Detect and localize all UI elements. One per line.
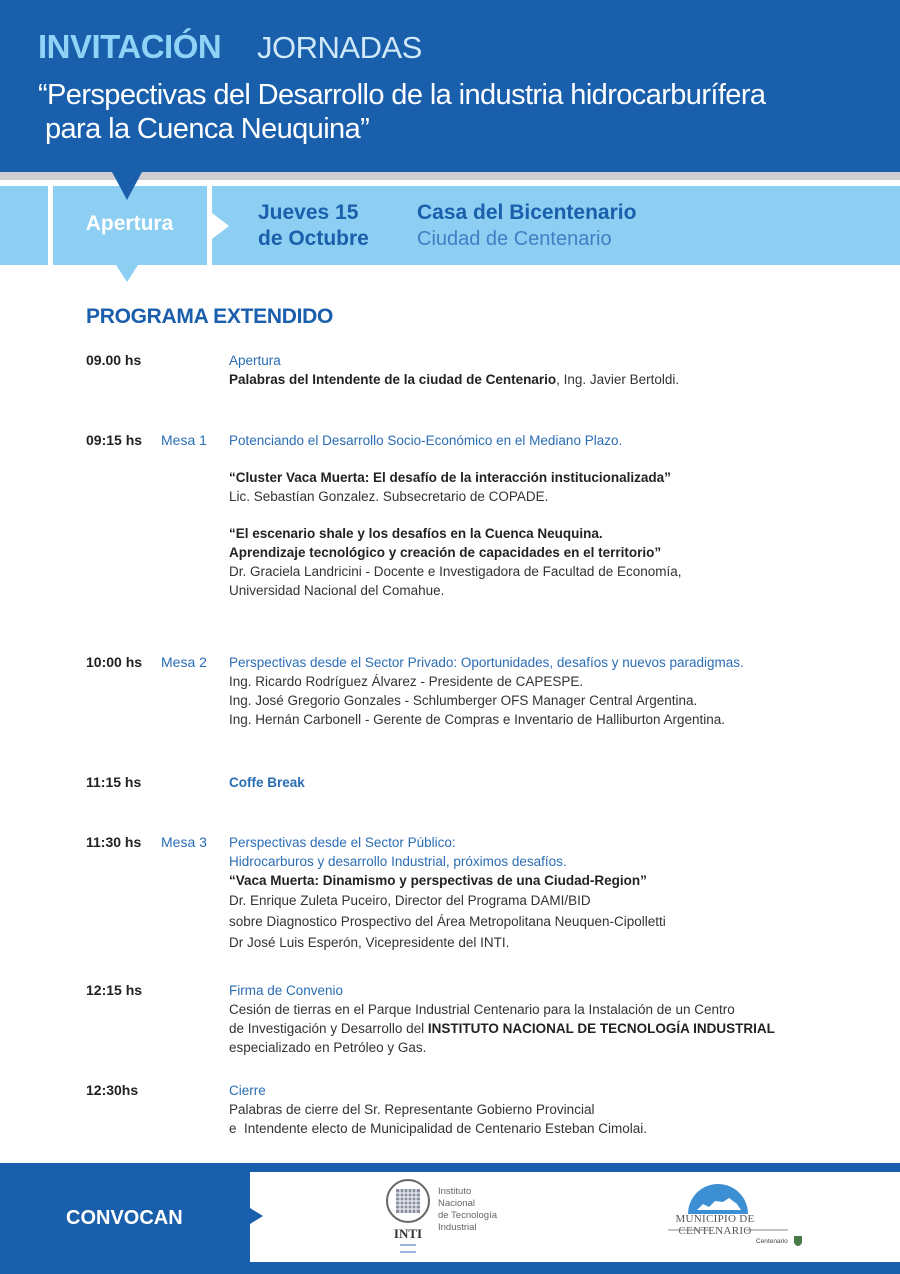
speaker-line: Dr. Enrique Zuleta Puceiro, Director del Programa DAMI/BID [229,893,591,908]
event-title [38,78,765,146]
speaker-line: Ing. José Gregorio Gonzales - Schlumberger OFS Manager Central Argentina. [229,693,698,708]
talk-title: “El escenario shale y los desafíos en la Cuenca Neuquina. [229,526,603,541]
item-time: 09:15 hs [86,432,143,448]
program-item [229,653,744,729]
item-time: 09.00 hs [86,352,142,368]
program-title: PROGRAMA EXTENDIDO [86,305,334,328]
pointer-right-icon [250,1208,263,1224]
event-date-line2: de Octubre [258,227,369,250]
item-heading: Apertura [229,353,281,368]
talk-speaker: Universidad Nacional del Comahue. [229,583,445,598]
event-title-line1: “Perspectivas del Desarrollo de la industria hidrocarburífera [38,79,766,111]
item-mesa: Mesa 1 [161,432,207,448]
item-heading: Perspectivas desde el Sector Público: [229,835,456,850]
item-line-start: de Investigación y Desarrollo del [229,1021,428,1036]
talk-speaker: Dr. Graciela Landricini - Docente e Investigadora de Facultad de Economía, [229,564,682,579]
item-time: 11:30 hs [86,834,142,850]
talk-speaker: Lic. Sebastían Gonzalez. Subsecretario de COPADE. [229,489,549,504]
header-banner [0,0,900,172]
talk-title: “Cluster Vaca Muerta: El desafío de la interacción institucionalizada” [229,470,671,485]
program-item [229,773,305,792]
talk-title: Aprendizaje tecnológico y creación de capacidades en el territorio” [229,545,662,560]
item-time: 12:30hs [86,1082,139,1098]
inti-name-line: Nacional [438,1198,475,1209]
pointer-down-icon [112,172,142,200]
inti-lines-icon [400,1243,416,1255]
inti-name-line: de Tecnología [438,1210,497,1221]
crest-icon [793,1235,803,1249]
item-time: 11:15 hs [86,774,142,790]
inti-logo-icon [385,1178,431,1224]
program-item [229,431,682,600]
item-heading: Hidrocarburos y desarrollo Industrial, próximos desafíos. [229,854,567,869]
program-item [229,1081,647,1138]
event-date [258,200,369,252]
municipio-name: MUNICIPIO DE CENTENARIO [675,1213,755,1237]
item-heading: Perspectivas desde el Sector Privado: Oportunidades, desafíos y nuevos paradigmas. [229,655,744,670]
municipio-logo-icon [683,1180,753,1214]
item-time: 10:00 hs [86,654,143,670]
event-venue: Casa del Bicentenario [417,201,637,224]
item-line [229,1019,775,1038]
item-heading: Cierre [229,1083,266,1098]
inti-name-line: Instituto [438,1186,472,1197]
program-item [229,351,679,389]
municipio-rule-icon [668,1227,788,1233]
pointer-right-icon [212,213,229,239]
item-line: especializado en Petróleo y Gas. [229,1040,427,1055]
item-line: e Intendente electo de Municipalidad de Centenario Esteban Cimolai. [229,1121,648,1136]
band-label: Apertura [85,212,174,235]
speaker-line: Ing. Ricardo Rodríguez Álvarez - Presidente de CAPESPE. [229,674,584,689]
program-item [229,981,775,1057]
item-mesa: Mesa 3 [161,834,207,850]
item-time: 12:15 hs [86,982,143,998]
item-heading: Potenciando el Desarrollo Socio-Económico en el Mediano Plazo. [229,433,623,448]
item-line: Cesión de tierras en el Parque Industrial Centenario para la Instalación de un Centro [229,1002,735,1017]
talk-title: “Vaca Muerta: Dinamismo y perspectivas de una Ciudad-Region” [229,873,647,888]
item-mesa: Mesa 2 [161,654,207,670]
item-heading: Firma de Convenio [229,983,344,998]
item-line-rest: , Ing. Javier Bertoldi. [556,372,680,387]
invitation-label: INVITACIÓN [38,28,222,65]
program-item [229,833,666,953]
event-date-line1: Jueves 15 [258,201,359,224]
inti-name-line: Industrial [438,1222,477,1233]
speaker-line: sobre Diagnostico Prospectivo del Área Metropolitana Neuquen-Cipolletti [229,914,666,929]
event-title-line2: para la Cuenca Neuquina” [45,113,370,145]
speaker-line: Ing. Hernán Carbonell - Gerente de Compras e Inventario de Halliburton Argentina. [229,712,726,727]
inti-acronym: INTI [393,1226,423,1241]
item-heading: Coffe Break [229,775,305,790]
event-city: Ciudad de Centenario [417,228,612,250]
item-line [229,370,679,389]
item-line: Palabras de cierre del Sr. Representante Gobierno Provincial [229,1102,595,1117]
municipio-sub: Centenario [756,1238,788,1245]
item-line-bold: INSTITUTO NACIONAL DE TECNOLOGÍA INDUSTRIAL [427,1021,775,1036]
event-type-label: JORNADAS [257,30,422,65]
pointer-down-icon [116,265,138,282]
item-line-bold: Palabras del Intendente de la ciudad de Centenario [229,372,557,387]
speaker-line: Dr José Luis Esperón, Vicepresidente del INTI. [229,935,510,950]
footer-label: CONVOCAN [66,1207,183,1229]
inti-name [438,1186,497,1234]
